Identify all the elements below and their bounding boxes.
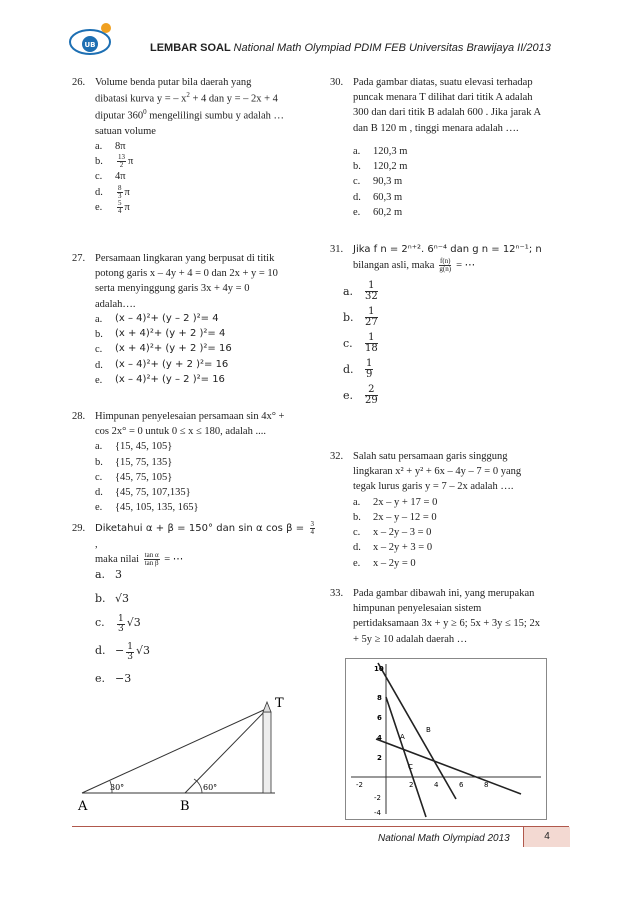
fraction	[310, 521, 316, 536]
option-letter: e.	[95, 201, 103, 213]
option-a	[95, 312, 312, 327]
option-letter: b.	[343, 310, 354, 324]
q-line	[95, 552, 317, 567]
frac-num: tan α	[144, 550, 159, 559]
q-line: Himpunan penyelesaian persamaan sin 4x° +	[95, 411, 285, 422]
question-number: 26.	[72, 77, 86, 88]
option-e	[353, 205, 568, 220]
frac-num: 1	[365, 333, 378, 344]
option-letter: d.	[343, 362, 354, 376]
option-letter: a.	[95, 567, 106, 581]
question-number: 28.	[72, 411, 86, 422]
q-text: bilangan asli, maka	[353, 259, 437, 271]
fraction	[126, 643, 134, 671]
q-line: puncak menara T dilihat dari titik A adalah	[353, 92, 533, 104]
option-c	[343, 331, 568, 357]
option-letter: a.	[95, 441, 103, 453]
option-letter: c.	[353, 527, 361, 539]
option-letter: a.	[95, 140, 103, 152]
option-b	[95, 327, 312, 342]
q-text: mengelilingi sumbu y adalah …	[146, 110, 284, 122]
question-28	[72, 409, 312, 516]
option-e	[95, 373, 312, 388]
option-e	[353, 556, 568, 571]
question-number: 27.	[72, 253, 86, 264]
ytick: -4	[374, 809, 381, 817]
option-text: (x – 4)²+ (y – 2 )²= 16	[115, 373, 225, 385]
option-text: (x – 4)²+ (y + 2 )²= 16	[115, 358, 229, 370]
fraction	[365, 307, 378, 328]
q-text: Jika f n = 2ⁿ⁺². 6ⁿ⁻⁴ dan g n = 12ⁿ⁻¹; n	[353, 244, 542, 255]
q-line: Salah satu persamaan garis singgung	[353, 451, 508, 462]
frac-den: 27	[365, 317, 378, 329]
option-d	[95, 643, 317, 671]
q-line: serta menyinggung garis 3x + 4y = 0	[95, 283, 250, 295]
frac-den: 4	[118, 206, 122, 215]
xtick: 8	[484, 781, 489, 789]
option-letter: a.	[95, 313, 103, 325]
ytick: -2	[374, 794, 381, 802]
q-line	[353, 242, 568, 258]
option-text: 2x – y + 17 = 0	[373, 496, 438, 508]
option-text: x – 2y + 3 = 0	[373, 542, 433, 554]
frac-num: 8	[118, 183, 122, 192]
question-31	[330, 242, 568, 409]
fraction	[365, 385, 378, 406]
fraction	[117, 200, 123, 215]
option-a	[353, 144, 568, 159]
svg-text:UB: UB	[84, 41, 96, 49]
tower-figure	[70, 690, 315, 815]
ytick: 2	[377, 754, 382, 762]
frac-num: 1	[118, 613, 124, 624]
fraction	[117, 185, 123, 200]
option-letter: a.	[353, 145, 361, 157]
option-letter: c.	[95, 615, 105, 629]
option-letter: b.	[95, 456, 103, 468]
option-c	[95, 615, 317, 643]
q-text: dibatasi kurva y = – x	[95, 93, 187, 105]
option-d	[95, 358, 312, 373]
option-b	[95, 455, 312, 470]
q-line: Volume benda putar bila daerah yang	[95, 77, 252, 88]
q-line: dan B 120 m , tinggi menara adalah ….	[353, 122, 519, 134]
label-t: T	[275, 696, 284, 711]
fraction	[365, 333, 378, 354]
option-text: (x + 4)²+ (y + 2 )²= 16	[115, 343, 232, 355]
option-c	[95, 470, 312, 485]
option-b	[353, 159, 568, 174]
q-line: pertidaksamaan 3x + y ≥ 6; 5x + 3y ≤ 15; 2x	[353, 618, 540, 630]
frac-num: 2	[365, 385, 378, 396]
option-text: 8π	[115, 140, 126, 152]
option-d	[353, 540, 568, 555]
question-number: 30.	[330, 77, 344, 88]
option-text: {45, 75, 107,135}	[115, 487, 191, 499]
option-a	[353, 495, 568, 510]
university-logo	[68, 20, 124, 58]
region-c-label: C	[408, 763, 413, 771]
pi: π	[124, 186, 130, 198]
frac-den: 9	[366, 369, 373, 381]
option-c	[353, 525, 568, 540]
angle-30: 30°	[110, 783, 125, 792]
q-line: + 5y ≥ 10 adalah daerah …	[353, 633, 468, 645]
q-line: diputar $360^0$ mengelilingi sumbu y adalah …	[95, 107, 284, 122]
frac-num: 3	[310, 520, 314, 529]
option-letter: d.	[95, 643, 106, 657]
option-text: 120,3 m	[373, 145, 408, 157]
question-26	[72, 75, 312, 215]
option-letter: c.	[95, 171, 103, 183]
tower	[263, 712, 271, 793]
q-line: lingkaran x² + y² + 6x – 4y – 7 = 0 yang	[353, 466, 522, 478]
q-line: adalah….	[95, 298, 136, 310]
option-letter: c.	[353, 176, 361, 188]
option-a	[95, 439, 312, 454]
option-b	[95, 591, 317, 615]
root: √3	[126, 615, 141, 629]
option-d	[353, 190, 568, 205]
option-letter: d.	[95, 186, 103, 198]
frac-den: tan β	[144, 558, 159, 567]
option-letter: c.	[95, 344, 103, 356]
option-text: (x + 4)²+ (y + 2 )²= 4	[115, 328, 226, 340]
option-letter: b.	[95, 156, 103, 168]
fraction	[117, 615, 125, 643]
option-letter: c.	[95, 471, 103, 483]
option-text: {45, 75, 105}	[115, 471, 173, 483]
fraction	[365, 281, 378, 302]
frac-num: 5	[118, 198, 122, 207]
option-d	[95, 185, 312, 200]
q-line: Pada gambar diatas, suatu elevasi terhadap	[353, 77, 533, 88]
ytick: 4	[377, 734, 382, 742]
region-a-label: A	[400, 733, 405, 741]
option-c	[95, 169, 312, 184]
q-line: Pada gambar dibawah ini, yang merupakan	[353, 588, 535, 599]
ytick: 6	[377, 714, 382, 722]
option-a	[95, 567, 317, 591]
frac-num: f(n)	[439, 256, 451, 265]
footer-text: National Math Olympiad 2013	[378, 833, 510, 844]
frac-num: 13	[118, 153, 125, 162]
frac-den: 3	[127, 651, 133, 662]
q-text: maka nilai	[95, 553, 142, 565]
frac-den: 3	[118, 191, 122, 200]
option-letter: b.	[353, 161, 361, 173]
fraction	[117, 154, 126, 169]
question-number: 29.	[72, 523, 86, 534]
question-27	[72, 251, 312, 388]
sign: −	[115, 643, 125, 657]
q-line: himpunan penyelesaian sistem	[353, 603, 482, 615]
option-b	[353, 510, 568, 525]
inequality-graph	[345, 658, 547, 820]
q-text: = ⋯	[453, 259, 476, 271]
option-text: √3	[115, 591, 130, 605]
question-32	[330, 449, 568, 571]
q-line: potong garis x – 4y + 4 = 0 dan 2x + y = 10	[95, 268, 278, 280]
option-letter: a.	[353, 496, 361, 508]
question-30	[330, 75, 568, 220]
option-e	[343, 383, 568, 409]
q-line: tegak lurus garis y = 7 – 2x adalah ….	[353, 481, 514, 493]
header-rest: National Math Olympiad PDIM FEB Universitas Brawijaya II/2013	[233, 42, 551, 54]
fraction	[144, 552, 160, 567]
q-line: 300 dan dari titik B adalah 600 . Jika jarak A	[353, 107, 542, 119]
q-text: + 4 dan y = – 2x + 4	[189, 93, 278, 105]
option-e	[95, 671, 317, 687]
q-text: Diketahui α + β = 150° dan sin α cos β =	[95, 523, 308, 534]
label-b: B	[180, 799, 190, 814]
option-text: 60,2 m	[373, 206, 403, 218]
root: √3	[135, 643, 150, 657]
option-text: 60,3 m	[373, 191, 403, 203]
q-line	[353, 258, 568, 273]
frac-num: 1	[365, 307, 378, 318]
option-letter: d.	[95, 359, 103, 371]
q-line: cos 2x° = 0 untuk 0 ≤ x ≤ 180, adalah ....	[95, 426, 266, 438]
frac-num: 1	[127, 641, 133, 652]
question-33	[330, 586, 568, 647]
option-text: x – 2y – 3 = 0	[373, 527, 432, 539]
label-a: A	[78, 799, 88, 814]
option-letter: e.	[353, 557, 361, 569]
angle-60: 60°	[203, 783, 218, 792]
region-b-label: B	[426, 726, 431, 734]
frac-den: 32	[365, 291, 378, 303]
option-letter: d.	[353, 542, 361, 554]
xtick: -2	[356, 781, 363, 789]
option-c	[353, 174, 568, 189]
page-header	[150, 41, 551, 57]
ytick: 10	[374, 665, 384, 673]
option-letter: e.	[343, 388, 354, 402]
line-from-a	[82, 708, 268, 793]
header-bold: LEMBAR SOAL	[150, 42, 231, 54]
option-letter: d.	[353, 191, 361, 203]
question-number: 31.	[330, 244, 344, 255]
option-letter: b.	[353, 511, 361, 523]
option-text: 90,3 m	[373, 176, 403, 188]
option-letter: e.	[95, 671, 106, 685]
frac-den: 4	[310, 528, 314, 537]
frac-num: 1	[366, 358, 373, 370]
option-a	[95, 139, 312, 154]
option-text: 3	[115, 567, 122, 581]
option-d	[95, 485, 312, 500]
line-3x-y-6	[386, 697, 426, 817]
option-letter: e.	[353, 206, 361, 218]
option-text: −3	[115, 671, 132, 685]
xtick: 2	[409, 781, 414, 789]
q-text: diputar 360	[95, 110, 144, 122]
option-b	[95, 154, 312, 169]
option-text: {15, 45, 105}	[115, 441, 173, 453]
q-line: satuan volume	[95, 125, 156, 137]
frac-den: 18	[365, 343, 378, 355]
tower-top	[263, 702, 271, 712]
frac-den: 29	[365, 395, 378, 407]
option-text: x – 2y = 0	[373, 557, 416, 569]
option-letter: e.	[95, 502, 103, 514]
option-text: 4π	[115, 171, 126, 183]
frac-num: 1	[365, 281, 378, 292]
xtick: 4	[434, 781, 439, 789]
option-letter: d.	[95, 487, 103, 499]
fraction	[439, 258, 452, 273]
option-letter: b.	[95, 329, 103, 341]
footer-divider	[72, 826, 569, 827]
option-e	[95, 500, 312, 515]
q-line: Diketahui α + β = 150° dan sin α cos β = $\frac{3}{4}$ ,	[95, 520, 314, 550]
xtick: 6	[459, 781, 464, 789]
pi: π	[128, 156, 134, 168]
option-letter: b.	[95, 591, 106, 605]
question-29	[72, 521, 317, 687]
frac-den: g(n)	[439, 264, 452, 273]
fraction	[365, 359, 373, 380]
page-number: 4	[523, 827, 570, 847]
option-letter: c.	[343, 336, 353, 350]
option-c	[95, 342, 312, 357]
option-d	[343, 357, 568, 383]
option-letter: a.	[343, 284, 354, 298]
question-number: 33.	[330, 588, 344, 599]
option-e	[95, 200, 312, 215]
option-text: (x – 4)²+ (y – 2 )²= 4	[115, 312, 219, 324]
line-from-b	[185, 708, 268, 793]
line-5x-3y-15	[378, 663, 456, 799]
frac-den: 3	[118, 623, 124, 634]
option-text: {15, 75, 135}	[115, 456, 173, 468]
option-text: 2x – y – 12 = 0	[373, 511, 437, 523]
question-number: 32.	[330, 451, 344, 462]
pi: π	[124, 201, 130, 213]
ytick: 8	[377, 694, 382, 702]
option-letter: e.	[95, 374, 103, 386]
option-a	[343, 279, 568, 305]
option-b	[343, 305, 568, 331]
q-text: = ⋯	[161, 553, 184, 565]
frac-den: 2	[119, 161, 124, 170]
q-line: Persamaan lingkaran yang berpusat di titik	[95, 253, 275, 264]
q-line: dibatasi kurva y = – $x^2 + 4$ dan y = – 2x + 4	[95, 91, 278, 105]
option-text: 120,2 m	[373, 161, 408, 173]
option-text: {45, 105, 135, 165}	[115, 502, 199, 514]
